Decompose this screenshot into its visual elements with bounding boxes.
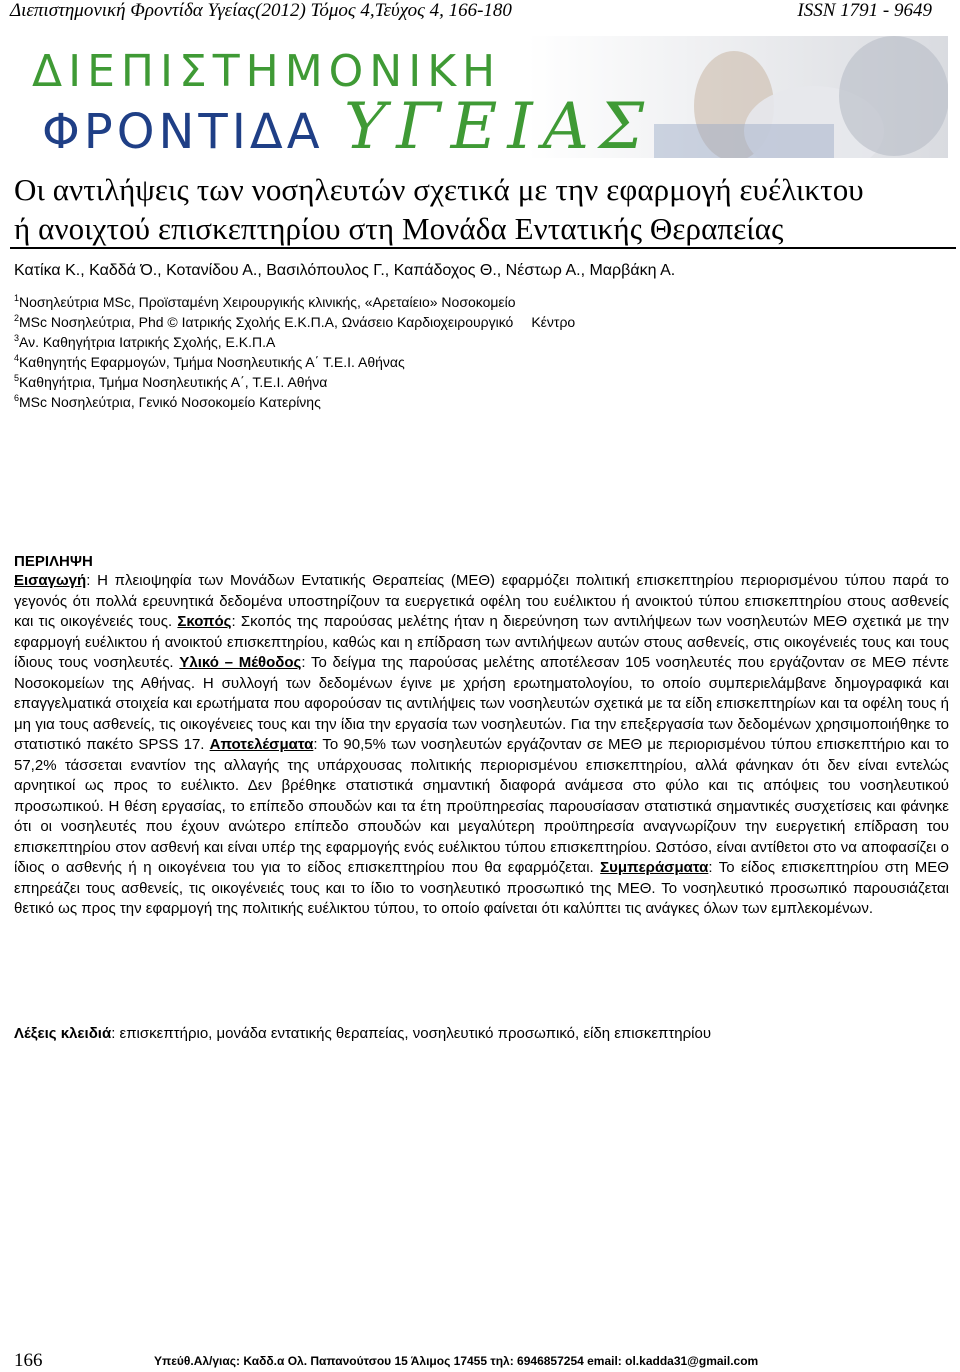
methods-text: : Το δείγμα της παρούσας μελέτης αποτέλεσαν 105 νοσηλευτές που εργάζονταν σε ΜΕΘ πέντε Νοσοκομείων της Αθήνας. Η συλλογή των δεδομένων έγινε με χρήση ερωτηματολογίου, το οποίο συμπεριελάμβανε δημογραφικά και επαγγελματικά στοιχεία και ερωτήματα που αφορούσαν τις αντιλήψεις των νοσηλευτών σχετικά με τα είδη επισκεπτηρίων και τα οφέλη τους ή μη για τους ασθενείς, τις οικογένειες τους και την ίδια την εργασία των νοσηλευτών. Για την επεξεργασία των δεδομένων χρησιμοποιήθηκε το στατιστικό πακέτο SPSS 17. — [14, 654, 949, 753]
correspondence-footer: Υπεύθ.Αλ/γιας: Καδδ.α Ολ. Παπανούτσου 15 Άλιμος 17455 τηλ: 6946857254 email: ol.kadda31@gmail.com — [154, 1354, 759, 1368]
title-line-2: ή ανοιχτού επισκεπτηρίου στη Μονάδα Εντατικής Θεραπείας — [14, 211, 784, 246]
results-label: Αποτελέσματα — [209, 736, 314, 753]
abstract-body — [14, 571, 949, 920]
page-number: 166 — [14, 1350, 43, 1371]
journal-logo — [14, 36, 948, 158]
intro-text: : Η πλειοψηφία των Μονάδων Εντατικής Θεραπείας (ΜΕΘ) εφαρμόζει πολιτική επισκεπτηρίου περιορισμένου τύπου παρά το γεγονός ότι πολλά ερευνητικά δεδομένα υποστηρίζουν τα ευεργετικά οφέλη του ευέλικτου ή ανοικτού τύπου επισκεπτηρίου στους ασθενείς και τις οικογένειές τους. — [14, 572, 949, 630]
intro-label: Εισαγωγή — [14, 572, 87, 589]
conclusions-label: Συμπεράσματα — [600, 859, 709, 876]
keywords — [14, 1025, 949, 1042]
article-title — [14, 170, 949, 248]
logo-line2-right: ΥΓΕΙΑΣ — [344, 90, 655, 158]
journal-header: Διεπιστημονική Φροντίδα Υγείας(2012) Τόμος 4,Τεύχος 4, 166-180 — [10, 0, 512, 21]
journal-banner — [14, 36, 948, 158]
conclusions-text: : Το είδος επισκεπτηρίου στη ΜΕΘ επηρεάζει τους ασθενείς, τις οικογένειές τους και το ίδιο το νοσηλευτικό προσωπικό της ΜΕΘ. Το νοσηλευτικό προσωπικό παρουσιάζεται θετικό ως προς την εφαρμογή της πολιτικής ευέλικτου τύπου, το οποίο φαίνεται ότι καλύπτει τις ανάγκες όλων των εμπλεκομένων. — [14, 859, 949, 917]
title-line-1: Οι αντιλήψεις των νοσηλευτών σχετικά με την εφαρμογή ευέλικτου — [14, 172, 864, 207]
logo-line2-left: ΦΡΟΝΤΙΔΑ — [42, 104, 324, 158]
affiliation-6: $^6$MSc Νοσηλεύτρια, Γενικό Νοσοκομείο Κατερίνης — [14, 393, 321, 410]
affiliation-3: $^3$Αν. Καθηγήτρια Ιατρικής Σχολής, Ε.Κ.Π.Α — [14, 333, 276, 350]
keywords-label: Λέξεις κλειδιά — [14, 1025, 112, 1042]
affiliation-5: $^5$Καθηγήτρια, Τμήμα Νοσηλευτικής Α΄, Τ.Ε.Ι. Αθήνα — [14, 373, 328, 390]
methods-label: Υλικό – Μέθοδος — [179, 654, 302, 671]
results-text: : Το 90,5% των νοσηλευτών εργάζονταν σε ΜΕΘ με περιορισμένου τύπου επισκεπτήριο και το 57,2% τάσσεται εναντίον της αλλαγής της υπάρχουσας πολιτικής περιορισμένου επισκεπτηρίου, αλλά φάνηκαν ότι δεν είναι εντελώς αρνητικοί ως προς το ευέλικτο. Δεν βρέθηκε στατιστικά σημαντική διαφορά ανάμεσα στο φύλο και τις απόψεις του νοσηλευτικού προσωπικού. Η θέση εργασίας, το επίπεδο σπουδών και τα έτη προϋπηρεσίας παρουσίασαν στατιστικά σημαντικές συσχετίσεις και φάνηκε ότι οι νοσηλευτές που έχουν ανώτερο επίπεδο σπουδών και μεγαλύτερη προϋπηρεσία αναγνωρίζουν την ευεργετική επίδραση του επισκεπτηρίου στον ασθενή και είναι υπέρ της εφαρμογής ενός ευέλικτου τύπου επισκεπτηρίου. Ωστόσο, είναι αντίθετοι στο να αποφασίζει ο ίδιος ο ασθενής ή η οικογένεια του για το είδος επισκεπτηρίου που θα εφαρμόζεται. — [14, 736, 949, 876]
logo-line1: ΔΙΕΠΙΣΤΗΜΟΝΙΚΗ — [32, 46, 502, 97]
title-divider — [10, 247, 956, 249]
aim-label: Σκοπός — [177, 613, 232, 630]
affiliation-4: $^4$Καθηγητής Εφαρμογών, Τμήμα Νοσηλευτικής Α΄ Τ.Ε.Ι. Αθήνας — [14, 353, 405, 370]
keywords-text: : επισκεπτήριο, μονάδα εντατικής θεραπείας, νοσηλευτικό προσωπικό, είδη επισκεπτηρίου — [111, 1025, 712, 1042]
affiliation-2: $^2$MSc Νοσηλεύτρια, Phd © Ιατρικής Σχολής Ε.Κ.Π.Α, Ωνάσειο Καρδιοχειρουργικό Κέντρο — [14, 313, 576, 330]
affiliations — [14, 292, 575, 412]
issn-header: ISSN 1791 - 9649 — [797, 0, 932, 21]
abstract-heading: ΠΕΡΙΛΗΨΗ — [14, 553, 93, 570]
author-list: Κατίκα Κ., Καδδά Ό., Κοτανίδου Α., Βασιλόπουλος Γ., Καπάδοχος Θ., Νέστωρ Α., Μαρβάκη Α. — [14, 262, 676, 279]
affiliation-1: $^1$Νοσηλεύτρια MSc, Προϊσταμένη Χειρουργικής κλινικής, «Αρεταίειο» Νοσοκομείο — [14, 293, 516, 310]
aim-text: : Σκοπός της παρούσας μελέτης ήταν η διερεύνηση των αντιλήψεων των νοσηλευτών ΜΕΘ σχετικά με την εφαρμογή ευέλικτου ή ανοικτού επισκεπτηρίου, καθώς και η επίδραση των αντιλήψεων αυτών στους ασθενείς, στις οικογένειές τους και τους ίδιους τους νοσηλευτές. — [14, 613, 950, 671]
